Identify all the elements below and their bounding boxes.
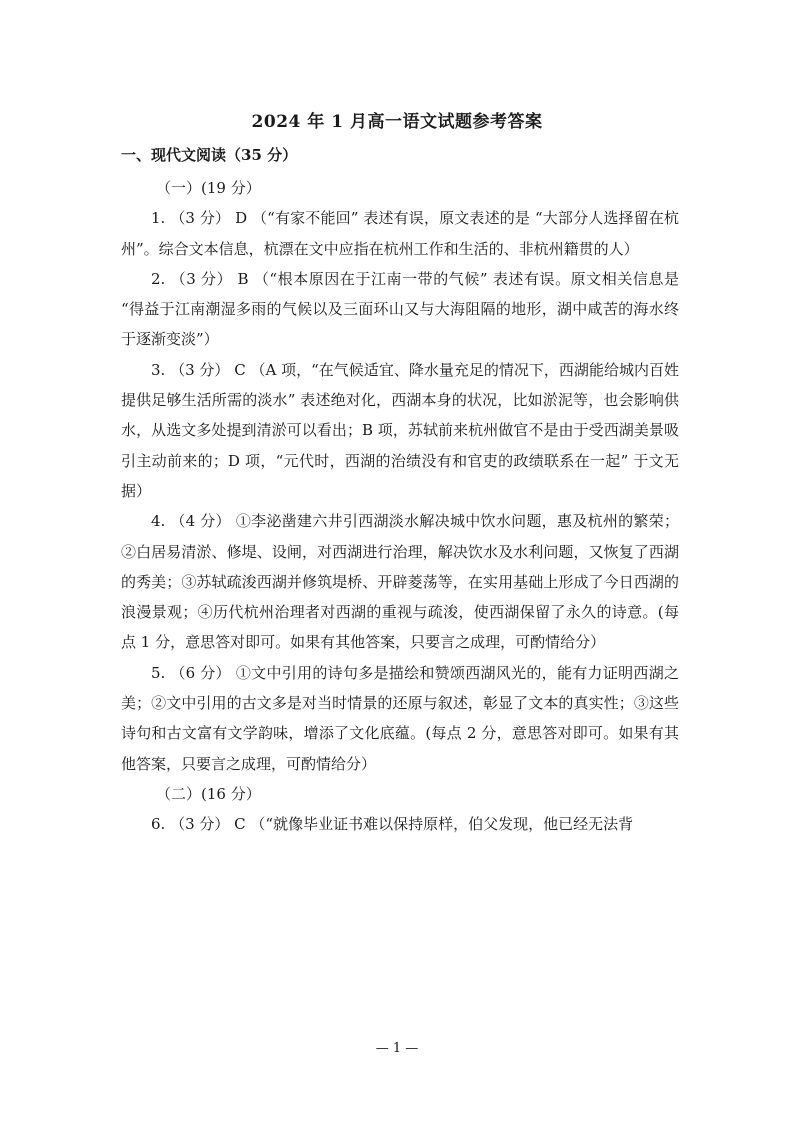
part-label-one: （一）(19 分）	[156, 179, 261, 197]
answer-item-6: 6. （3 分） C （“就像毕业证书难以保持原样，伯父发现，他已经无法背	[151, 815, 634, 834]
part-label-two: （二）(16 分）	[156, 784, 261, 803]
section-heading-modern-reading: 一、现代文阅读（35 分）	[121, 146, 298, 164]
answer-item-1: 1. （3 分） D （“有家不能回” 表述有误，原文表述的是 “大部分人选择留在杭州”。综合文本信息，杭漂在文中应指在杭州工作和生活的、非杭州籍贯的人）	[121, 209, 679, 258]
page-title: 2024 年 1 月高一语文试题参考答案	[251, 112, 543, 132]
page-number: — 1 —	[375, 1041, 419, 1056]
answer-body	[121, 173, 679, 840]
answer-item-4: 4. （4 分） ①李泌凿建六井引西湖淡水解决城中饮水问题，惠及杭州的繁荣；②白居易清淤、修堤、设闸，对西湖进行治理，解决饮水及水利问题，又恢复了西湖的秀美；③苏轼疏浚西湖并修筑堤桥、开辟菱荡等，在实用基础上形成了今日西湖的浪漫景观；④历代杭州治理者对西湖的重视与疏浚，使西湖保留了永久的诗意。(每点 1 分，意思答对即可。如果有其他答案，只要言之成理，可酌情给分）	[121, 512, 679, 652]
answer-item-5: 5. （6 分） ①文中引用的诗句多是描绘和赞颂西湖风光的，能有力证明西湖之美；②文中引用的古文多是对当时情景的还原与叙述，彰显了文本的真实性；③这些诗句和古文富有文学韵味，增添了文化底蕴。(每点 2 分，意思答对即可。如果有其他答案，只要言之成理，可酌情给分）	[121, 663, 679, 773]
answer-item-2: 2. （3 分） B （“根本原因在于江南一带的气候” 表述有误。原文相关信息是 “得益于江南潮湿多雨的气候以及三面环山又与大海阻隔的地形，湖中咸苦的海水终于逐渐变淡”）	[121, 269, 679, 349]
answer-item-3: 3. （3 分） C （A 项，“在气候适宜、降水量充足的情况下，西湖能给城内百姓提供足够生活所需的淡水” 表述绝对化，西湖本身的状况，比如淤泥等，也会影响供水，从选文多处提到清淤可以看出；B 项，苏轼前来杭州做官不是由于受西湖美景吸引主动前来的；D 项，“元代时，西湖的治绩没有和官吏的政绩联系在一起” 于文无据）	[121, 360, 679, 500]
